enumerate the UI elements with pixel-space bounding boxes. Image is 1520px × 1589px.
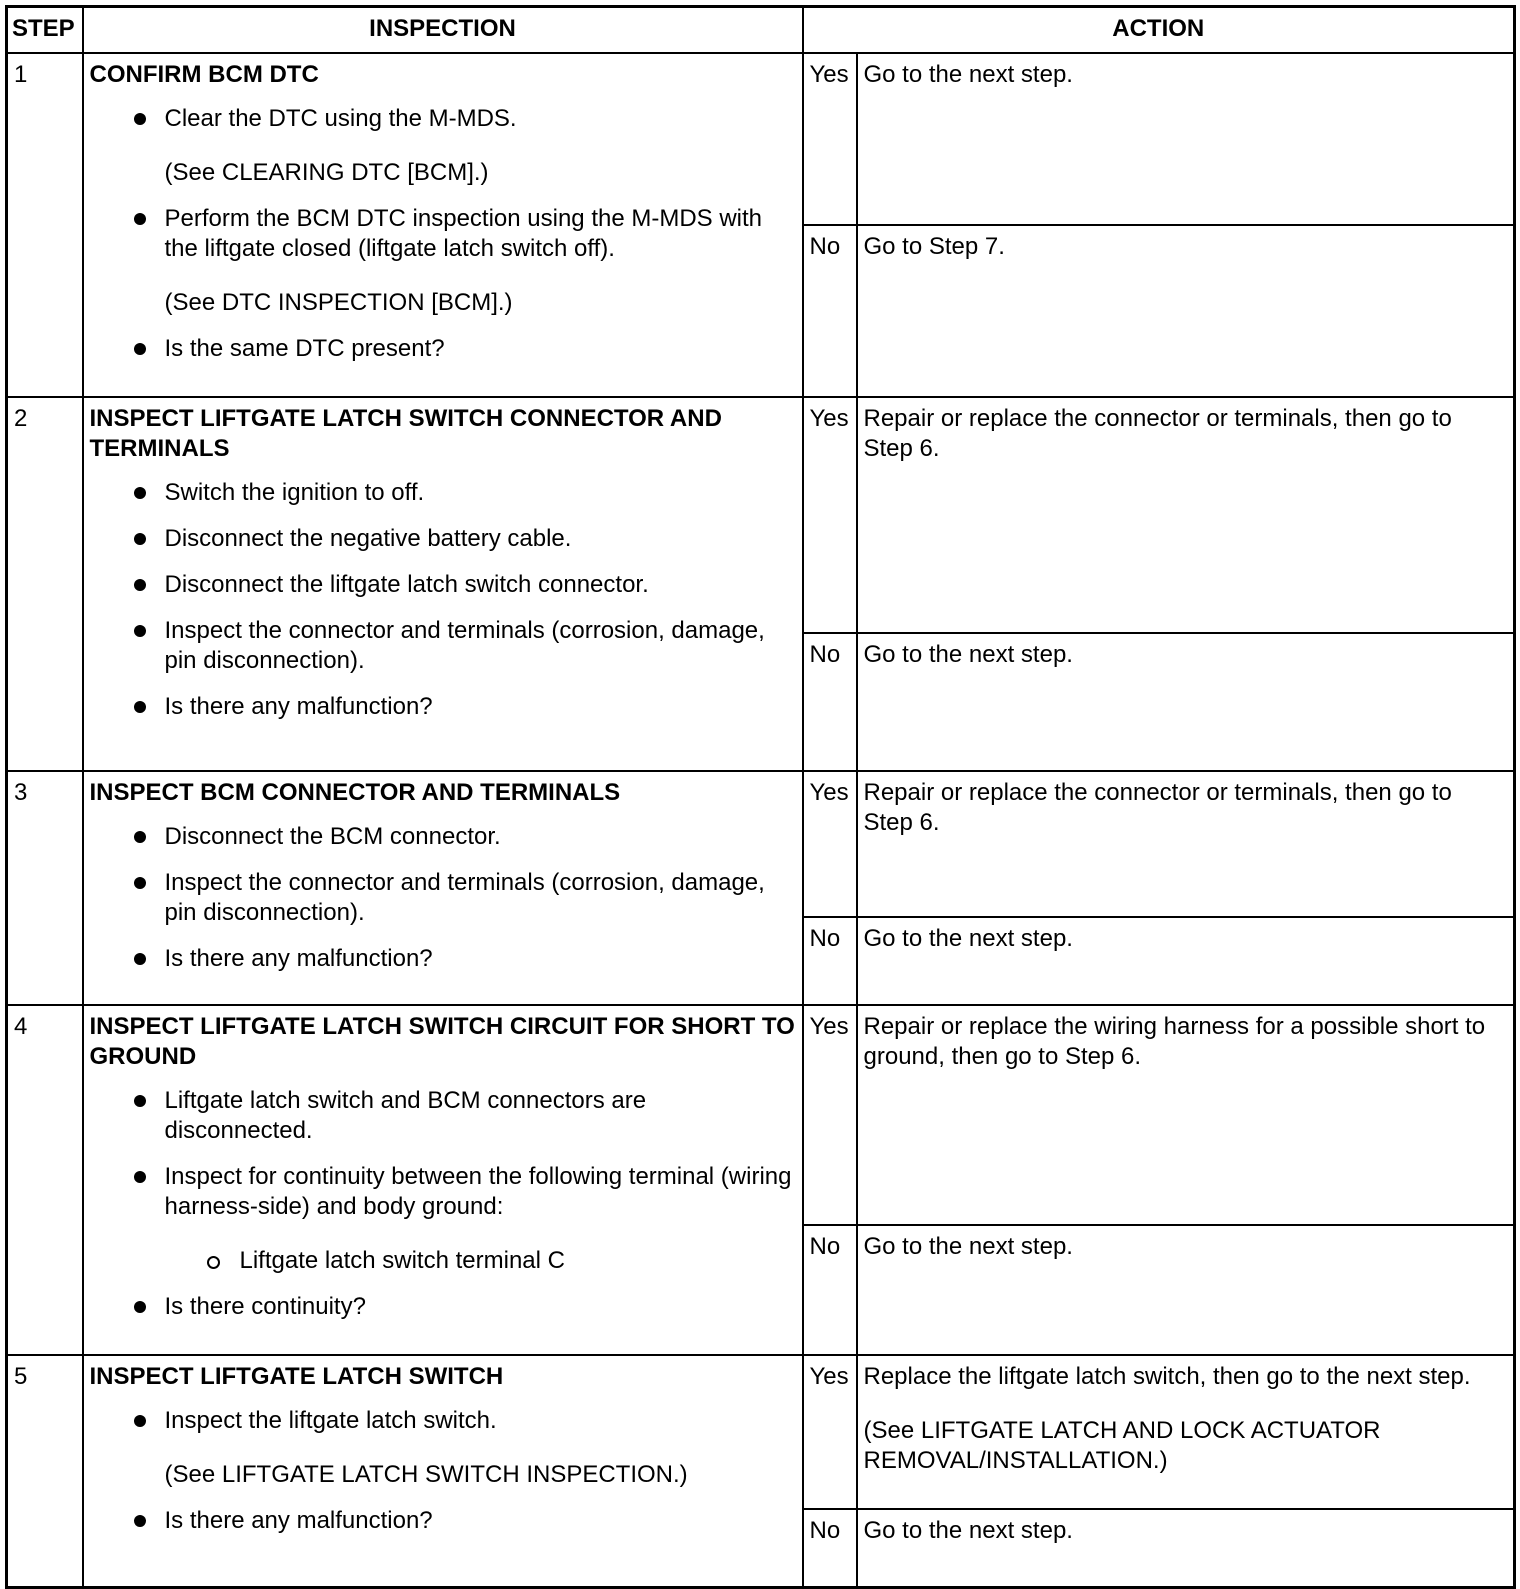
bullet-text: Inspect the connector and terminals (corrosion, damage, pin disconnection). <box>164 617 765 674</box>
diagnostic-procedure-sheet <box>5 5 1513 1589</box>
no-label: No <box>803 225 857 397</box>
sub-bullet: Liftgate latch switch terminal C <box>165 1246 796 1276</box>
see-reference: (See CLEARING DTC [BCM].) <box>164 159 489 186</box>
yes-action-text: Repair or replace the connector or terminals, then go to Step 6. <box>863 405 1452 462</box>
inspection-bullets <box>90 1406 796 1536</box>
no-action: Go to Step 7. <box>857 225 1515 397</box>
yes-action <box>857 1005 1515 1225</box>
inspection-cell <box>83 1355 803 1587</box>
inspection-bullet <box>90 616 796 676</box>
inspection-bullet <box>90 1162 796 1276</box>
header-step: STEP <box>7 7 83 54</box>
inspection-bullet <box>90 334 796 364</box>
header-action: ACTION <box>803 7 1515 54</box>
inspection-title: INSPECT LIFTGATE LATCH SWITCH CIRCUIT FOR SHORT TO GROUND <box>89 1013 795 1070</box>
no-action: Go to the next step. <box>857 1509 1515 1587</box>
inspection-bullet <box>90 868 796 928</box>
inspection-title: INSPECT LIFTGATE LATCH SWITCH <box>89 1363 504 1390</box>
inspection-bullet <box>90 944 796 974</box>
table-body <box>7 53 1515 1587</box>
yes-action-text: Repair or replace the connector or terminals, then go to Step 6. <box>863 779 1452 836</box>
diagnostic-table <box>5 5 1516 1589</box>
bullet-text: Inspect the connector and terminals (corrosion, damage, pin disconnection). <box>164 869 765 926</box>
table-row <box>7 771 1515 917</box>
see-reference: (See DTC INSPECTION [BCM].) <box>164 289 513 316</box>
inspection-bullet <box>90 822 796 852</box>
inspection-bullets <box>90 478 796 722</box>
inspection-bullet <box>90 1406 796 1490</box>
inspection-cell <box>83 771 803 1005</box>
inspection-bullets <box>90 822 796 974</box>
inspection-bullets <box>90 1086 796 1322</box>
yes-action-see-reference: (See LIFTGATE LATCH AND LOCK ACTUATOR REMOVAL/INSTALLATION.) <box>863 1417 1381 1474</box>
bullet-text: Is there any malfunction? <box>164 945 433 972</box>
inspection-bullet <box>90 478 796 508</box>
inspection-bullet <box>90 692 796 722</box>
table-row <box>7 397 1515 633</box>
yes-label: Yes <box>803 397 857 633</box>
bullet-text: Inspect for continuity between the following terminal (wiring harness-side) and body ground: <box>164 1163 792 1220</box>
inspection-bullet <box>90 104 796 188</box>
yes-action-text: Repair or replace the wiring harness for a possible short to ground, then go to Step 6. <box>863 1013 1486 1070</box>
table-header-row <box>7 7 1515 54</box>
yes-label: Yes <box>803 53 857 225</box>
bullet-text: Inspect the liftgate latch switch. <box>164 1407 497 1434</box>
inspection-title: CONFIRM BCM DTC <box>89 61 319 88</box>
inspection-title: INSPECT LIFTGATE LATCH SWITCH CONNECTOR AND TERMINALS <box>89 405 722 462</box>
yes-action <box>857 397 1515 633</box>
inspection-cell <box>83 1005 803 1355</box>
bullet-text: Clear the DTC using the M-MDS. <box>164 105 517 132</box>
step-number: 3 <box>7 771 83 1005</box>
table-row <box>7 1005 1515 1225</box>
see-reference: (See LIFTGATE LATCH SWITCH INSPECTION.) <box>164 1461 688 1488</box>
inspection-bullet <box>90 1086 796 1146</box>
inspection-bullet <box>90 524 796 554</box>
bullet-text: Is the same DTC present? <box>164 335 445 362</box>
bullet-text: Perform the BCM DTC inspection using the M-MDS with the liftgate closed (liftgate latch switch off). <box>164 205 763 262</box>
table-row <box>7 1355 1515 1509</box>
no-label: No <box>803 917 857 1005</box>
yes-action <box>857 771 1515 917</box>
bullet-text: Switch the ignition to off. <box>164 479 425 506</box>
no-action: Go to the next step. <box>857 633 1515 771</box>
bullet-text: Disconnect the BCM connector. <box>164 823 501 850</box>
inspection-bullet <box>90 570 796 600</box>
inspection-cell <box>83 397 803 771</box>
yes-action <box>857 53 1515 225</box>
inspection-bullet <box>90 1292 796 1322</box>
sub-bullets <box>165 1246 796 1276</box>
inspection-cell <box>83 53 803 397</box>
bullet-text: Is there any malfunction? <box>164 1507 433 1534</box>
step-number: 1 <box>7 53 83 397</box>
bullet-text: Disconnect the negative battery cable. <box>164 525 572 552</box>
yes-label: Yes <box>803 1005 857 1225</box>
step-number: 5 <box>7 1355 83 1587</box>
bullet-text: Is there continuity? <box>164 1293 366 1320</box>
inspection-bullets <box>90 104 796 364</box>
yes-label: Yes <box>803 771 857 917</box>
header-inspection: INSPECTION <box>83 7 803 54</box>
inspection-title: INSPECT BCM CONNECTOR AND TERMINALS <box>89 779 621 806</box>
yes-label: Yes <box>803 1355 857 1509</box>
bullet-text: Liftgate latch switch and BCM connectors are disconnected. <box>164 1087 647 1144</box>
bullet-text: Disconnect the liftgate latch switch connector. <box>164 571 649 598</box>
no-label: No <box>803 1509 857 1587</box>
inspection-bullet <box>90 1506 796 1536</box>
no-action: Go to the next step. <box>857 1225 1515 1355</box>
table-row <box>7 53 1515 225</box>
bullet-text: Is there any malfunction? <box>164 693 433 720</box>
no-label: No <box>803 633 857 771</box>
step-number: 2 <box>7 397 83 771</box>
yes-action <box>857 1355 1515 1509</box>
step-number: 4 <box>7 1005 83 1355</box>
yes-action-text: Replace the liftgate latch switch, then go to the next step. <box>863 1363 1471 1390</box>
no-label: No <box>803 1225 857 1355</box>
no-action: Go to the next step. <box>857 917 1515 1005</box>
inspection-bullet <box>90 204 796 318</box>
yes-action-text: Go to the next step. <box>863 61 1073 88</box>
